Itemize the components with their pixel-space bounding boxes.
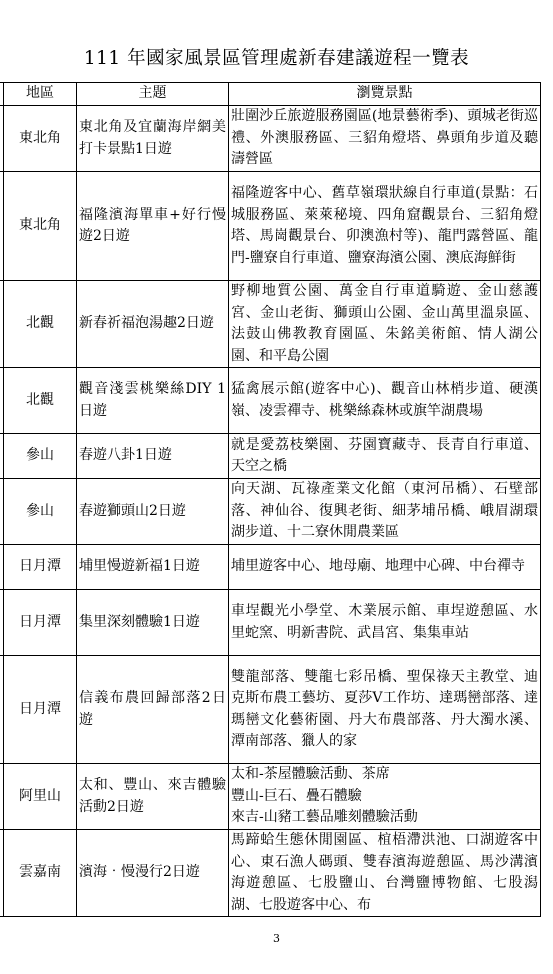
region-cell: 日月潭	[4, 590, 77, 656]
theme-cell: 觀音淺雲桃樂絲DIY 1日遊	[77, 368, 229, 434]
theme-cell: 福隆濱海單車+好行慢遊2日遊	[77, 172, 229, 281]
spots-cell	[229, 764, 541, 830]
table-row	[0, 281, 541, 368]
table-row	[0, 368, 541, 434]
theme-cell: 埔里慢遊新福1日遊	[77, 545, 229, 590]
table-row	[0, 106, 541, 172]
spots-cell: 雙龍部落、雙龍七彩吊橋、聖保祿天主教堂、迪克斯布農工藝坊、夏莎V工作坊、達瑪巒部落、達瑪巒文化藝術園、丹大布農部落、丹大濁水溪、潭南部落、獵人的家	[229, 656, 541, 764]
spots-cell: 馬蹄蛤生態休閒園區、椬梧滯洪池、口湖遊客中心、東石漁人碼頭、雙春濱海遊憩區、馬沙溝濱海遊憩區、七股鹽山、台灣鹽博物館、七股潟湖、七股遊客中心、布	[229, 830, 541, 917]
region-cell: 東北角	[4, 106, 77, 172]
region-cell: 北觀	[4, 281, 77, 368]
spots-cell: 猛禽展示館(遊客中心)、觀音山林梢步道、硬漢嶺、凌雲禪寺、桃樂絲森林或旗竿湖農場	[229, 368, 541, 434]
spots-line: 來吉-山豬工藝品雕刻體驗活動	[231, 809, 418, 826]
theme-cell: 春遊獅頭山2日遊	[77, 479, 229, 545]
theme-cell: 新春祈福泡湯趣2日遊	[77, 281, 229, 368]
spots-line: 豐山-巨石、疊石體驗	[231, 787, 362, 804]
spots-cell: 向天湖、瓦祿產業文化館（東河吊橋）、石壁部落、神仙谷、復興老街、細茅埔吊橋、峨眉湖環湖步道、十二寮休閒農業區	[229, 479, 541, 545]
region-cell: 日月潭	[4, 656, 77, 764]
table-row	[0, 830, 541, 917]
page-title: 111 年國家風景區管理處新春建議遊程一覽表	[83, 48, 470, 69]
region-cell: 雲嘉南	[4, 830, 77, 917]
header-theme: 主題	[77, 83, 229, 106]
region-cell: 北觀	[4, 368, 77, 434]
table-row	[0, 656, 541, 764]
spots-cell: 車埕觀光小學堂、木業展示館、車埕遊憩區、水里蛇窯、明新書院、武昌宮、集集車站	[229, 590, 541, 656]
region-cell: 東北角	[4, 172, 77, 281]
header-region: 地區	[4, 83, 77, 106]
table-row	[0, 764, 541, 830]
table-row	[0, 590, 541, 656]
spots-cell: 埔里遊客中心、地母廟、地理中心碑、中台禪寺	[229, 545, 541, 590]
table-row	[0, 479, 541, 545]
region-cell: 阿里山	[4, 764, 77, 830]
spots-line: 太和-茶屋體驗活動、茶席	[231, 766, 390, 783]
page-number: 3	[273, 932, 280, 945]
theme-cell: 集里深刻體驗1日遊	[77, 590, 229, 656]
theme-cell: 信義布農回歸部落2日遊	[77, 656, 229, 764]
theme-cell: 東北角及宜蘭海岸網美打卡景點1日遊	[77, 106, 229, 172]
region-cell: 日月潭	[4, 545, 77, 590]
theme-cell: 濱海‧慢漫行2日遊	[77, 830, 229, 917]
theme-cell: 春遊八卦1日遊	[77, 434, 229, 479]
spots-cell: 壯圍沙丘旅遊服務園區(地景藝術季)、頭城老街巡禮、外澳服務區、三貂角燈塔、鼻頭角步道及聽濤營區	[229, 106, 541, 172]
table-row	[0, 434, 541, 479]
table-row	[0, 545, 541, 590]
spots-cell: 野柳地質公園、萬金自行車道騎遊、金山慈護宮、金山老街、獅頭山公園、金山萬里溫泉區、法鼓山佛教教育園區、朱銘美術館、情人湖公園、和平島公園	[229, 281, 541, 368]
region-cell: 參山	[4, 479, 77, 545]
table-row	[0, 172, 541, 281]
header-spots: 瀏覽景點	[229, 83, 541, 106]
table-header-row	[0, 83, 541, 106]
itinerary-table	[0, 82, 541, 917]
theme-cell: 太和、豐山、來吉體驗活動2日遊	[77, 764, 229, 830]
spots-cell: 福隆遊客中心、舊草嶺環狀線自行車道(景點：石城服務區、萊萊秘境、四角窟觀景台、三貂角燈塔、馬崗觀景台、卯澳漁村等)、龍門露營區、龍門-鹽寮自行車道、鹽寮海濱公園、澳底海鮮街	[229, 172, 541, 281]
region-cell: 參山	[4, 434, 77, 479]
spots-cell: 就是愛荔枝樂園、芬園寶藏寺、長青自行車道、天空之橋	[229, 434, 541, 479]
